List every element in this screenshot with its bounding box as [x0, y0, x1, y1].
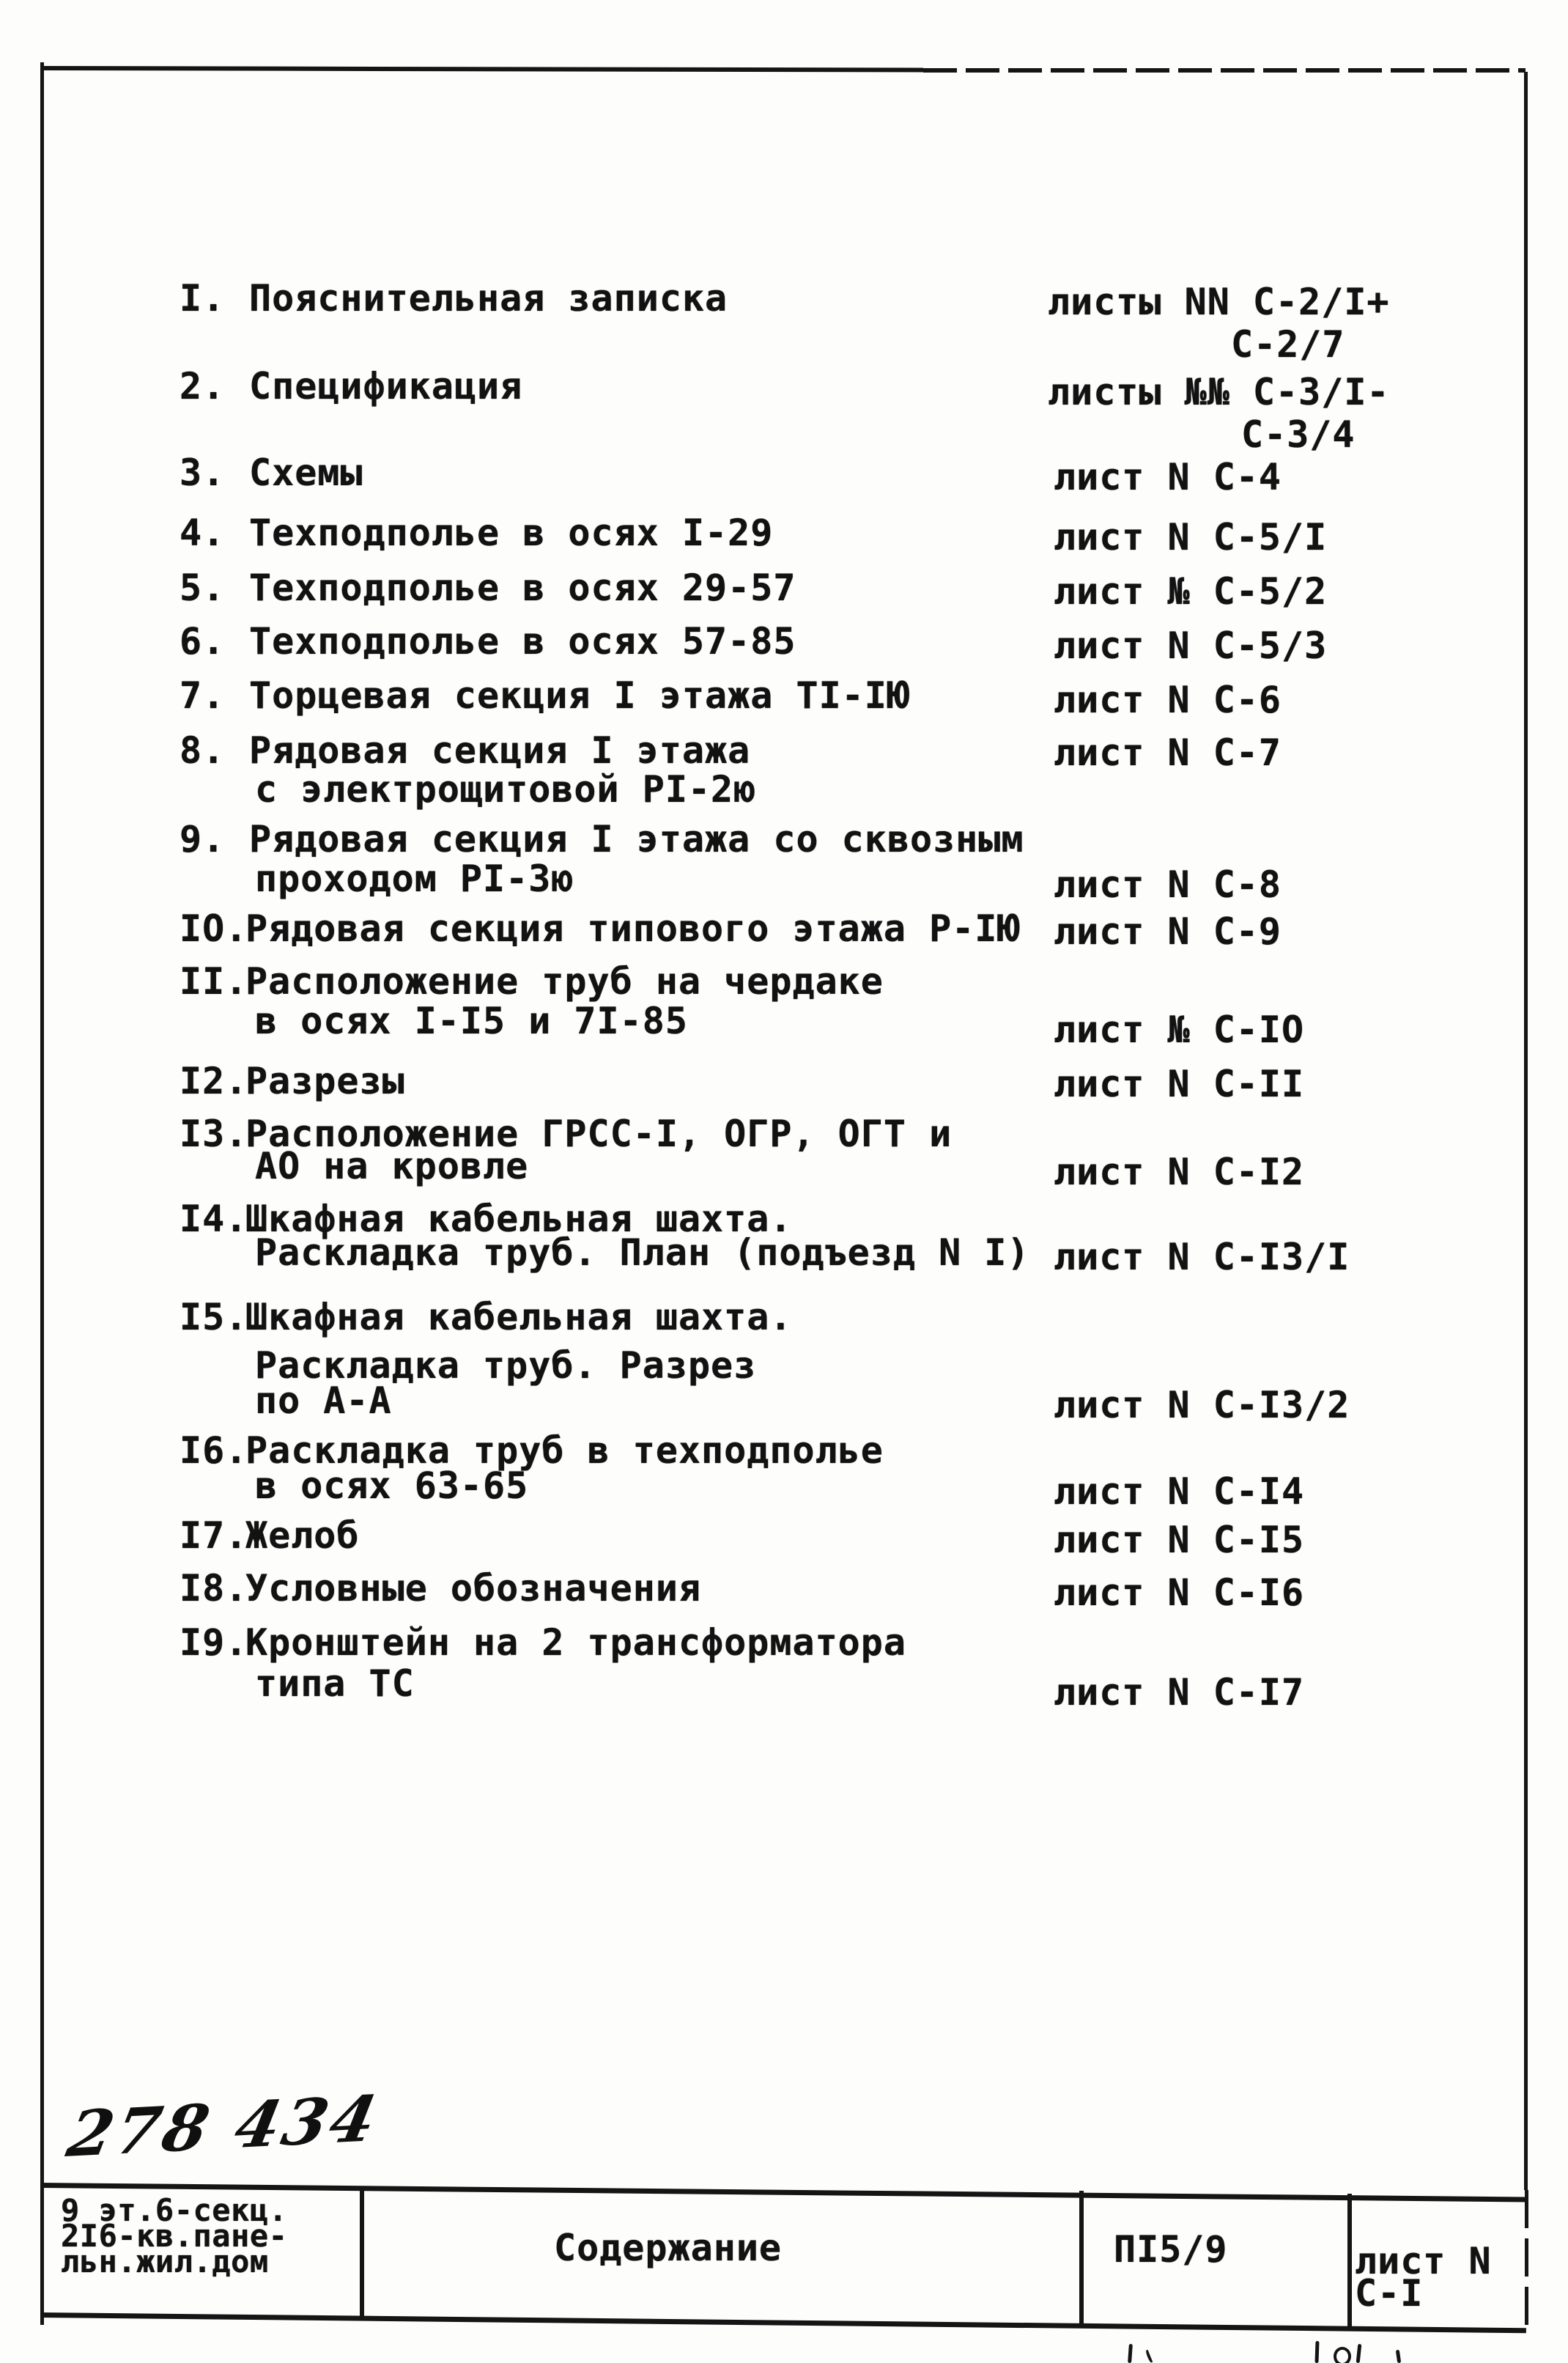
frame-left-border: [40, 62, 44, 2325]
toc-item-title: Разрезы: [245, 1060, 405, 1102]
toc-item-sheet: лист N С-I4: [1054, 1470, 1305, 1513]
toc-item-title: Расположение ГРСС-I, ОГР, ОГТ и: [245, 1113, 953, 1155]
toc-item-number: 4.: [180, 512, 226, 554]
toc-item-sheet: лист N С-I7: [1054, 1671, 1305, 1714]
toc-item-sheet: лист N С-7: [1054, 731, 1282, 774]
title-block-divider-2: [1079, 2191, 1084, 2324]
toc-item-title: в осях 63-65: [255, 1464, 529, 1507]
toc-item-sheet: лист N С-I2: [1054, 1151, 1305, 1193]
toc-item-number: I7.: [180, 1514, 248, 1557]
toc-item-title: по А-А: [255, 1379, 392, 1422]
frame-top-border-dashed: [923, 68, 1526, 73]
title-block-divider-3: [1347, 2194, 1352, 2327]
toc-item-number: I6.: [180, 1429, 248, 1472]
toc-item-sheet: лист N С-4: [1054, 456, 1282, 498]
toc-item-number: I9.: [180, 1621, 248, 1664]
toc-item-title: Техподполье в осях 29-57: [249, 567, 796, 609]
toc-item-title: Спецификация: [249, 365, 523, 408]
sheet-number: С-I: [1355, 2272, 1424, 2315]
toc-item-sheet: лист N С-I3/I: [1054, 1236, 1350, 1278]
toc-item-title: Техподполье в осях I-29: [249, 512, 774, 554]
toc-item-title: Раскладка труб. Разрез: [255, 1344, 757, 1387]
toc-item-title: с электрощитовой РI-2ю: [255, 768, 757, 811]
project-name-line: 9 эт.6-секц.: [61, 2192, 288, 2228]
toc-item-sheet: лист № С-IO: [1054, 1009, 1305, 1051]
toc-item-sheet: С-2/7: [1231, 323, 1345, 366]
toc-item-number: I8.: [180, 1567, 248, 1610]
toc-item-number: 6.: [180, 620, 226, 663]
toc-item-title: Раскладка труб в техподполье: [245, 1429, 884, 1472]
title-block-divider-1: [360, 2186, 364, 2320]
toc-item-number: II.: [180, 960, 248, 1003]
toc-item-sheet: листы №№ С-3/I-: [1048, 371, 1390, 413]
toc-item-number: 9.: [180, 818, 226, 860]
toc-item-title: Пояснительная записка: [249, 277, 728, 320]
toc-item-number: I4.: [180, 1198, 248, 1240]
document-title: Содержание: [554, 2227, 783, 2269]
toc-item-sheet: лист N С-I5: [1054, 1519, 1305, 1561]
toc-item-sheet: С-3/4: [1241, 413, 1356, 456]
toc-item-title: Рядовая секция типового этажа Р-IЮ: [245, 907, 1021, 950]
toc-item-title: Условные обозначения: [245, 1567, 702, 1610]
toc-item-title: Рядовая секция I этажа со сквозным: [249, 818, 1024, 860]
toc-item-sheet: лист N С-I3/2: [1054, 1384, 1350, 1426]
toc-item-title: Шкафная кабельная шахта.: [245, 1198, 793, 1240]
toc-item-sheet: лист N С-II: [1054, 1063, 1305, 1105]
toc-item-number: 7.: [180, 674, 226, 717]
toc-item-sheet: лист N С-5/I: [1054, 516, 1328, 559]
toc-item-number: 8.: [180, 729, 226, 772]
toc-item-title: в осях I-I5 и 7I-85: [255, 1000, 688, 1042]
toc-item-title: Желоб: [245, 1514, 360, 1557]
toc-item-number: IO.: [180, 907, 248, 950]
toc-item-sheet: листы NN С-2/I+: [1048, 281, 1390, 323]
toc-item-number: I.: [180, 277, 226, 320]
toc-item-number: I3.: [180, 1113, 248, 1155]
toc-item-title: Раскладка труб. План (подъезд N I): [255, 1231, 1030, 1274]
frame-right-border: [1524, 72, 1528, 2190]
toc-item-title: Торцевая секция I этажа ТI-IЮ: [249, 674, 910, 717]
toc-item-number: 2.: [180, 365, 226, 408]
toc-item-sheet: лист N С-8: [1054, 863, 1282, 906]
toc-item-sheet: лист N С-5/3: [1054, 624, 1328, 667]
toc-item-title: АО на кровле: [255, 1145, 529, 1187]
toc-item-title: Схемы: [249, 451, 363, 494]
toc-item-title: Шкафная кабельная шахта.: [245, 1296, 793, 1338]
toc-item-number: I2.: [180, 1060, 248, 1102]
toc-item-number: 5.: [180, 567, 226, 609]
project-name-line: 2I6-кв.пане-: [61, 2218, 288, 2254]
toc-item-title: Рядовая секция I этажа: [249, 729, 751, 772]
toc-item-sheet: лист N С-6: [1054, 679, 1282, 721]
series-code: ПI5/9: [1114, 2228, 1228, 2271]
toc-item-number: 3.: [180, 451, 226, 494]
project-name-line: льн.жил.дом: [61, 2244, 269, 2279]
toc-item-title: типа ТС: [255, 1662, 415, 1705]
toc-item-number: I5.: [180, 1296, 248, 1338]
title-block-bottom-border: [40, 2312, 1526, 2333]
toc-item-sheet: лист № С-5/2: [1054, 570, 1328, 613]
handwritten-stamp-number: 278 434: [62, 2082, 385, 2172]
toc-item-sheet: лист N С-I6: [1054, 1571, 1305, 1614]
toc-item-title: Расположение труб на чердаке: [245, 960, 884, 1003]
frame-top-border: [40, 66, 923, 73]
sheet-label: лист N: [1355, 2240, 1492, 2282]
toc-item-sheet: лист N С-9: [1054, 910, 1282, 953]
toc-item-title: Кронштейн на 2 трансформатора: [245, 1621, 906, 1664]
frame-right-border-dashed: [1525, 2190, 1528, 2328]
toc-item-title: Техподполье в осях 57-85: [249, 620, 796, 663]
toc-item-title: проходом РI-3ю: [255, 858, 574, 900]
